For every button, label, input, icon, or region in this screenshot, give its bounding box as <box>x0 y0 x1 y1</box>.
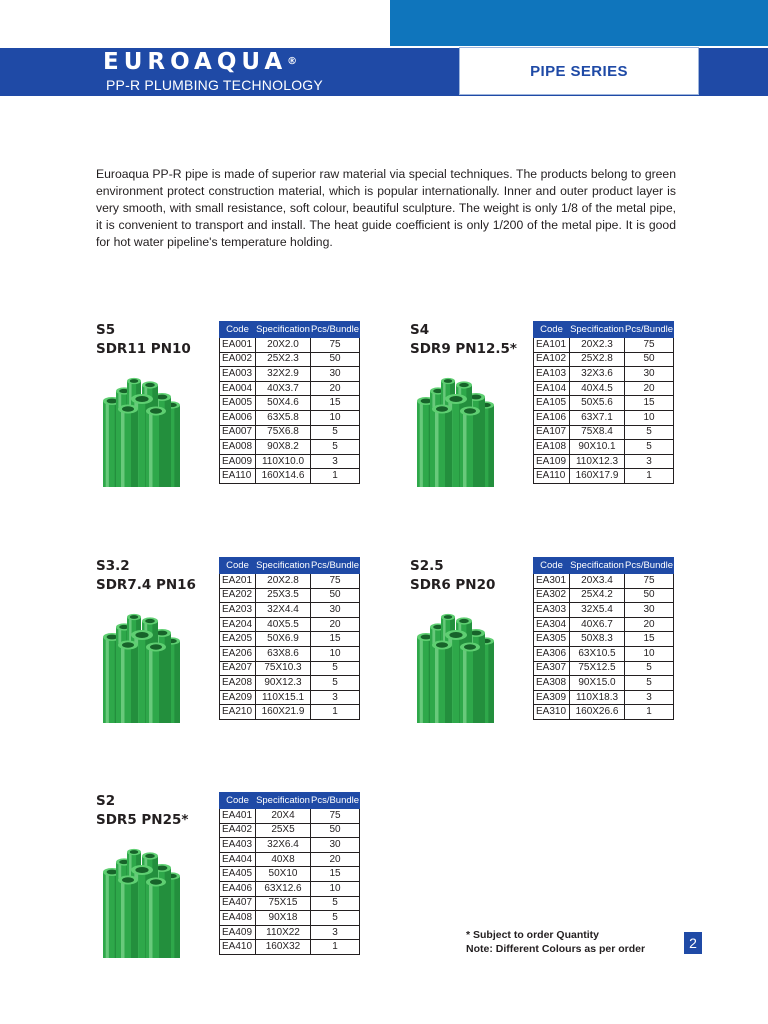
cell-code: EA404 <box>220 852 256 867</box>
cell-pcs-bundle: 5 <box>625 661 674 676</box>
table-row <box>534 632 674 647</box>
column-header-code: Code <box>220 793 256 809</box>
table-row <box>534 381 674 396</box>
column-header-code: Code <box>220 558 256 574</box>
cell-code: EA005 <box>220 396 256 411</box>
section-title-box <box>459 47 699 95</box>
pipe-bundle-image <box>412 369 502 489</box>
cell-code: EA302 <box>534 588 570 603</box>
cell-code: EA310 <box>534 705 570 720</box>
table-row <box>220 809 360 824</box>
intro-paragraph <box>96 166 676 251</box>
cell-code: EA208 <box>220 676 256 691</box>
cell-code: EA401 <box>220 809 256 824</box>
cell-specification: 40X4.5 <box>570 381 625 396</box>
cell-specification: 50X5.6 <box>570 396 625 411</box>
cell-specification: 32X3.6 <box>570 367 625 382</box>
cell-specification: 90X8.2 <box>256 440 311 455</box>
column-header-specification: Specification <box>256 558 311 574</box>
cell-pcs-bundle: 20 <box>311 381 360 396</box>
cell-pcs-bundle: 5 <box>311 425 360 440</box>
brand-logo <box>103 50 297 74</box>
table-row <box>534 352 674 367</box>
cell-code: EA001 <box>220 338 256 353</box>
cell-specification: 32X5.4 <box>570 603 625 618</box>
cell-code: EA102 <box>534 352 570 367</box>
footnote-order-quantity: * Subject to order Quantity <box>466 929 600 941</box>
cell-code: EA309 <box>534 690 570 705</box>
series-title <box>96 557 196 595</box>
series-s-value: S2.5 <box>410 558 444 574</box>
cell-pcs-bundle: 1 <box>625 469 674 484</box>
table-row <box>220 690 360 705</box>
cell-pcs-bundle: 5 <box>311 896 360 911</box>
table-row <box>220 646 360 661</box>
cell-specification: 63X5.8 <box>256 410 311 425</box>
cell-specification: 32X4.4 <box>256 603 311 618</box>
table-row <box>220 867 360 882</box>
column-header-specification: Specification <box>256 322 311 338</box>
spec-table <box>219 321 360 484</box>
table-row <box>220 574 360 589</box>
table-row <box>220 852 360 867</box>
cell-specification: 75X12.5 <box>570 661 625 676</box>
cell-specification: 110X12.3 <box>570 454 625 469</box>
table-row <box>534 617 674 632</box>
cell-pcs-bundle: 20 <box>625 617 674 632</box>
cell-specification: 63X7.1 <box>570 410 625 425</box>
column-header-specification: Specification <box>570 322 625 338</box>
cell-pcs-bundle: 15 <box>625 396 674 411</box>
table-row <box>220 896 360 911</box>
column-header-pcs-bundle: Pcs/Bundle <box>311 558 360 574</box>
pipe-bundle-photo <box>412 605 502 725</box>
cell-code: EA002 <box>220 352 256 367</box>
table-row <box>534 690 674 705</box>
cell-code: EA106 <box>534 410 570 425</box>
cell-code: EA303 <box>534 603 570 618</box>
series-block-s5 <box>96 321 396 491</box>
table-row <box>220 823 360 838</box>
cell-specification: 25X3.5 <box>256 588 311 603</box>
spec-table <box>219 557 360 720</box>
cell-specification: 50X6.9 <box>256 632 311 647</box>
table-row <box>534 367 674 382</box>
series-block-s3-2 <box>96 557 396 727</box>
cell-pcs-bundle: 5 <box>311 676 360 691</box>
cell-pcs-bundle: 30 <box>311 367 360 382</box>
column-header-code: Code <box>220 322 256 338</box>
column-header-pcs-bundle: Pcs/Bundle <box>625 322 674 338</box>
brand-name: EUROAQUA <box>103 49 288 75</box>
registered-mark: ® <box>287 56 298 67</box>
cell-specification: 90X12.3 <box>256 676 311 691</box>
table-row <box>220 410 360 425</box>
cell-pcs-bundle: 15 <box>311 867 360 882</box>
cell-code: EA108 <box>534 440 570 455</box>
column-header-specification: Specification <box>570 558 625 574</box>
cell-code: EA003 <box>220 367 256 382</box>
table-row <box>220 603 360 618</box>
series-sdr-pn: SDR11 PN10 <box>96 341 191 357</box>
cell-pcs-bundle: 5 <box>311 661 360 676</box>
cell-code: EA410 <box>220 940 256 955</box>
cell-code: EA203 <box>220 603 256 618</box>
cell-pcs-bundle: 1 <box>311 940 360 955</box>
cell-pcs-bundle: 10 <box>311 881 360 896</box>
cell-code: EA207 <box>220 661 256 676</box>
cell-code: EA107 <box>534 425 570 440</box>
cell-specification: 40X6.7 <box>570 617 625 632</box>
cell-pcs-bundle: 5 <box>311 911 360 926</box>
table-row <box>220 367 360 382</box>
table-row <box>220 881 360 896</box>
table-row <box>220 588 360 603</box>
cell-specification: 25X2.3 <box>256 352 311 367</box>
cell-code: EA301 <box>534 574 570 589</box>
table-row <box>534 396 674 411</box>
page-number: 2 <box>684 932 702 954</box>
cell-code: EA007 <box>220 425 256 440</box>
cell-pcs-bundle: 75 <box>311 809 360 824</box>
series-sdr-pn: SDR7.4 PN16 <box>96 577 196 593</box>
footnote-colours: Note: Different Colours as per order <box>466 943 646 955</box>
brand-tagline: PP-R PLUMBING TECHNOLOGY <box>106 77 323 93</box>
cell-code: EA406 <box>220 881 256 896</box>
cell-code: EA305 <box>534 632 570 647</box>
cell-code: EA204 <box>220 617 256 632</box>
table-row <box>534 603 674 618</box>
pipe-bundle-image <box>98 369 188 489</box>
cell-specification: 40X3.7 <box>256 381 311 396</box>
cell-code: EA403 <box>220 838 256 853</box>
top-accent-bar <box>390 0 768 46</box>
cell-specification: 25X4.2 <box>570 588 625 603</box>
cell-pcs-bundle: 5 <box>311 440 360 455</box>
cell-pcs-bundle: 3 <box>625 690 674 705</box>
cell-code: EA405 <box>220 867 256 882</box>
cell-pcs-bundle: 3 <box>311 925 360 940</box>
cell-specification: 25X5 <box>256 823 311 838</box>
cell-pcs-bundle: 15 <box>311 632 360 647</box>
table-header-row <box>220 322 360 338</box>
table-row <box>534 469 674 484</box>
cell-specification: 160X14.6 <box>256 469 311 484</box>
table-row <box>220 338 360 353</box>
cell-code: EA101 <box>534 338 570 353</box>
cell-pcs-bundle: 5 <box>625 425 674 440</box>
cell-pcs-bundle: 50 <box>311 352 360 367</box>
cell-specification: 63X10.5 <box>570 646 625 661</box>
cell-specification: 90X10.1 <box>570 440 625 455</box>
cell-pcs-bundle: 10 <box>311 646 360 661</box>
pipe-bundle-photo <box>98 369 188 489</box>
cell-specification: 32X2.9 <box>256 367 311 382</box>
series-title <box>410 557 495 595</box>
table-row <box>220 940 360 955</box>
cell-pcs-bundle: 1 <box>311 705 360 720</box>
cell-specification: 40X8 <box>256 852 311 867</box>
series-title <box>410 321 517 359</box>
cell-specification: 50X8.3 <box>570 632 625 647</box>
cell-specification: 110X18.3 <box>570 690 625 705</box>
cell-pcs-bundle: 3 <box>311 690 360 705</box>
cell-code: EA306 <box>534 646 570 661</box>
cell-pcs-bundle: 3 <box>625 454 674 469</box>
cell-pcs-bundle: 75 <box>311 338 360 353</box>
section-title: PIPE SERIES <box>530 62 628 80</box>
cell-specification: 32X6.4 <box>256 838 311 853</box>
cell-specification: 90X18 <box>256 911 311 926</box>
cell-pcs-bundle: 75 <box>625 338 674 353</box>
column-header-code: Code <box>534 322 570 338</box>
column-header-specification: Specification <box>256 793 311 809</box>
cell-specification: 25X2.8 <box>570 352 625 367</box>
cell-specification: 20X2.3 <box>570 338 625 353</box>
cell-code: EA103 <box>534 367 570 382</box>
cell-code: EA109 <box>534 454 570 469</box>
cell-code: EA304 <box>534 617 570 632</box>
cell-specification: 75X8.4 <box>570 425 625 440</box>
cell-specification: 75X6.8 <box>256 425 311 440</box>
cell-specification: 110X22 <box>256 925 311 940</box>
table-header-row <box>220 558 360 574</box>
cell-pcs-bundle: 30 <box>625 603 674 618</box>
spec-table <box>219 792 360 955</box>
cell-pcs-bundle: 15 <box>625 632 674 647</box>
cell-specification: 160X21.9 <box>256 705 311 720</box>
cell-code: EA407 <box>220 896 256 911</box>
cell-pcs-bundle: 50 <box>625 588 674 603</box>
table-row <box>534 338 674 353</box>
cell-code: EA409 <box>220 925 256 940</box>
table-row <box>534 410 674 425</box>
table-row <box>220 705 360 720</box>
cell-pcs-bundle: 5 <box>625 440 674 455</box>
series-block-s4 <box>410 321 710 491</box>
pipe-bundle-photo <box>98 605 188 725</box>
table-row <box>534 676 674 691</box>
table-row <box>220 440 360 455</box>
cell-code: EA209 <box>220 690 256 705</box>
series-s-value: S4 <box>410 322 430 338</box>
series-title <box>96 792 188 830</box>
table-row <box>220 632 360 647</box>
cell-code: EA308 <box>534 676 570 691</box>
cell-pcs-bundle: 1 <box>311 469 360 484</box>
footnote <box>466 928 645 956</box>
column-header-code: Code <box>534 558 570 574</box>
series-s-value: S5 <box>96 322 116 338</box>
table-header-row <box>220 793 360 809</box>
table-row <box>534 705 674 720</box>
table-header-row <box>534 322 674 338</box>
pipe-bundle-image <box>412 605 502 725</box>
cell-code: EA202 <box>220 588 256 603</box>
cell-specification: 50X4.6 <box>256 396 311 411</box>
series-sdr-pn: SDR6 PN20 <box>410 577 496 593</box>
cell-pcs-bundle: 50 <box>311 823 360 838</box>
table-row <box>534 646 674 661</box>
table-row <box>220 454 360 469</box>
cell-pcs-bundle: 50 <box>311 588 360 603</box>
pipe-bundle-photo <box>412 369 502 489</box>
cell-specification: 50X10 <box>256 867 311 882</box>
cell-code: EA201 <box>220 574 256 589</box>
cell-code: EA110 <box>220 469 256 484</box>
table-row <box>534 440 674 455</box>
cell-specification: 75X15 <box>256 896 311 911</box>
cell-specification: 63X12.6 <box>256 881 311 896</box>
table-row <box>220 381 360 396</box>
cell-pcs-bundle: 75 <box>625 574 674 589</box>
table-row <box>220 676 360 691</box>
table-row <box>534 425 674 440</box>
cell-pcs-bundle: 10 <box>625 646 674 661</box>
cell-code: EA006 <box>220 410 256 425</box>
cell-pcs-bundle: 30 <box>311 838 360 853</box>
cell-pcs-bundle: 75 <box>311 574 360 589</box>
table-header-row <box>534 558 674 574</box>
cell-code: EA402 <box>220 823 256 838</box>
cell-pcs-bundle: 1 <box>625 705 674 720</box>
table-row <box>534 454 674 469</box>
table-row <box>220 352 360 367</box>
table-row <box>220 617 360 632</box>
spec-table <box>533 557 674 720</box>
cell-specification: 160X32 <box>256 940 311 955</box>
spec-table <box>533 321 674 484</box>
cell-code: EA205 <box>220 632 256 647</box>
intro-text: Euroaqua PP-R pipe is made of superior raw material via special techniques. The products belong to green environment protect construction material, which is popular internationally. Inner and outer product layer is very smooth, with small resistance, soft colour, beautiful sculpture. The weight is only 1/8 of the metal pipe, it is convenient to transport and install. The heat guide coefficient is only 1/200 of the metal pipe. It is good for hot water pipeline's temperature holding. <box>96 167 676 249</box>
cell-specification: 20X4 <box>256 809 311 824</box>
series-sdr-pn: SDR5 PN25* <box>96 812 189 828</box>
cell-pcs-bundle: 3 <box>311 454 360 469</box>
cell-pcs-bundle: 10 <box>625 410 674 425</box>
series-block-s2-5 <box>410 557 710 727</box>
series-s-value: S2 <box>96 793 116 809</box>
table-row <box>534 574 674 589</box>
cell-code: EA104 <box>534 381 570 396</box>
cell-code: EA206 <box>220 646 256 661</box>
cell-specification: 20X2.8 <box>256 574 311 589</box>
cell-code: EA110 <box>534 469 570 484</box>
cell-pcs-bundle: 15 <box>311 396 360 411</box>
cell-pcs-bundle: 30 <box>625 367 674 382</box>
table-row <box>220 661 360 676</box>
pipe-bundle-image <box>98 840 188 960</box>
cell-code: EA008 <box>220 440 256 455</box>
cell-pcs-bundle: 20 <box>311 852 360 867</box>
cell-code: EA307 <box>534 661 570 676</box>
column-header-pcs-bundle: Pcs/Bundle <box>625 558 674 574</box>
series-title <box>96 321 191 359</box>
cell-specification: 20X2.0 <box>256 338 311 353</box>
cell-code: EA210 <box>220 705 256 720</box>
series-s-value: S3.2 <box>96 558 130 574</box>
cell-specification: 90X15.0 <box>570 676 625 691</box>
cell-code: EA105 <box>534 396 570 411</box>
cell-pcs-bundle: 50 <box>625 352 674 367</box>
series-block-s2 <box>96 792 396 962</box>
table-row <box>220 469 360 484</box>
pipe-bundle-photo <box>98 840 188 960</box>
table-row <box>534 661 674 676</box>
cell-pcs-bundle: 10 <box>311 410 360 425</box>
table-row <box>220 396 360 411</box>
series-sdr-pn: SDR9 PN12.5* <box>410 341 517 357</box>
column-header-pcs-bundle: Pcs/Bundle <box>311 322 360 338</box>
cell-specification: 110X15.1 <box>256 690 311 705</box>
table-row <box>220 925 360 940</box>
cell-specification: 75X10.3 <box>256 661 311 676</box>
cell-specification: 20X3.4 <box>570 574 625 589</box>
cell-specification: 40X5.5 <box>256 617 311 632</box>
cell-specification: 160X26.6 <box>570 705 625 720</box>
cell-code: EA408 <box>220 911 256 926</box>
pipe-bundle-image <box>98 605 188 725</box>
cell-specification: 160X17.9 <box>570 469 625 484</box>
table-row <box>220 911 360 926</box>
cell-code: EA004 <box>220 381 256 396</box>
cell-pcs-bundle: 30 <box>311 603 360 618</box>
cell-pcs-bundle: 20 <box>625 381 674 396</box>
cell-pcs-bundle: 20 <box>311 617 360 632</box>
cell-code: EA009 <box>220 454 256 469</box>
cell-specification: 63X8.6 <box>256 646 311 661</box>
table-row <box>220 425 360 440</box>
table-row <box>534 588 674 603</box>
column-header-pcs-bundle: Pcs/Bundle <box>311 793 360 809</box>
cell-pcs-bundle: 5 <box>625 676 674 691</box>
table-row <box>220 838 360 853</box>
cell-specification: 110X10.0 <box>256 454 311 469</box>
